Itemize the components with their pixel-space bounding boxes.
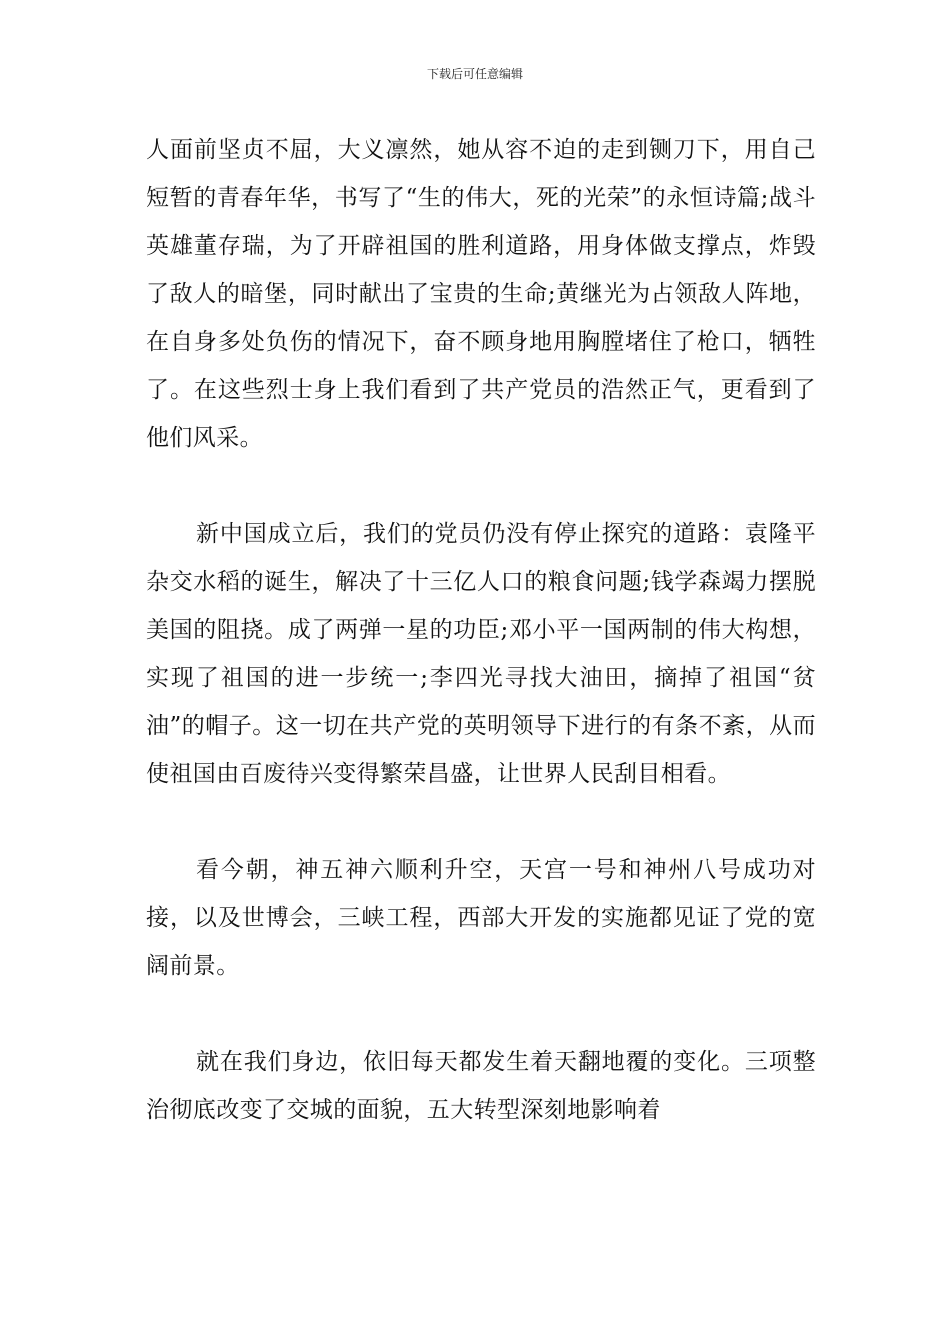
paragraph-spacer xyxy=(146,462,816,510)
paragraph-4: 就在我们身边，依旧每天都发生着天翻地覆的变化。三项整治彻底改变了交城的面貌，五大转型深刻地影响着 xyxy=(146,1049,816,1123)
paragraph-2: 新中国成立后，我们的党员仍没有停止探究的道路：袁隆平杂交水稻的诞生，解决了十三亿人口的粮食问题;钱学森竭力摆脱美国的阻挠。成了两弹一星的功臣;邓小平一国两制的伟大构想，实现了祖国的进一步统一;李四光寻找大油田，摘掉了祖国“贫油”的帽子。这一切在共产党的英明领导下进行的有条不紊，从而使祖国由百废待兴变得繁荣昌盛，让世界人民刮目相看。 xyxy=(146,521,816,787)
page-header: 下载后可任意编辑 xyxy=(426,67,523,81)
paragraph-spacer xyxy=(146,798,816,846)
paragraph-spacer xyxy=(146,990,816,1038)
document-body xyxy=(146,126,816,1134)
paragraph-3: 看今朝，神五神六顺利升空，天宫一号和神州八号成功对接，以及世博会，三峡工程，西部大开发的实施都见证了党的宽阔前景。 xyxy=(146,857,816,979)
paragraph-1: 人面前坚贞不屈，大义凛然，她从容不迫的走到铡刀下，用自己短暂的青春年华，书写了“生的伟大，死的光荣”的永恒诗篇;战斗英雄董存瑞，为了开辟祖国的胜利道路，用身体做支撑点，炸毁了敌人的暗堡，同时献出了宝贵的生命;黄继光为占领敌人阵地，在自身多处负伤的情况下，奋不顾身地用胸膛堵住了枪口，牺牲了。在这些烈士身上我们看到了共产党员的浩然正气，更看到了他们风采。 xyxy=(146,137,816,451)
